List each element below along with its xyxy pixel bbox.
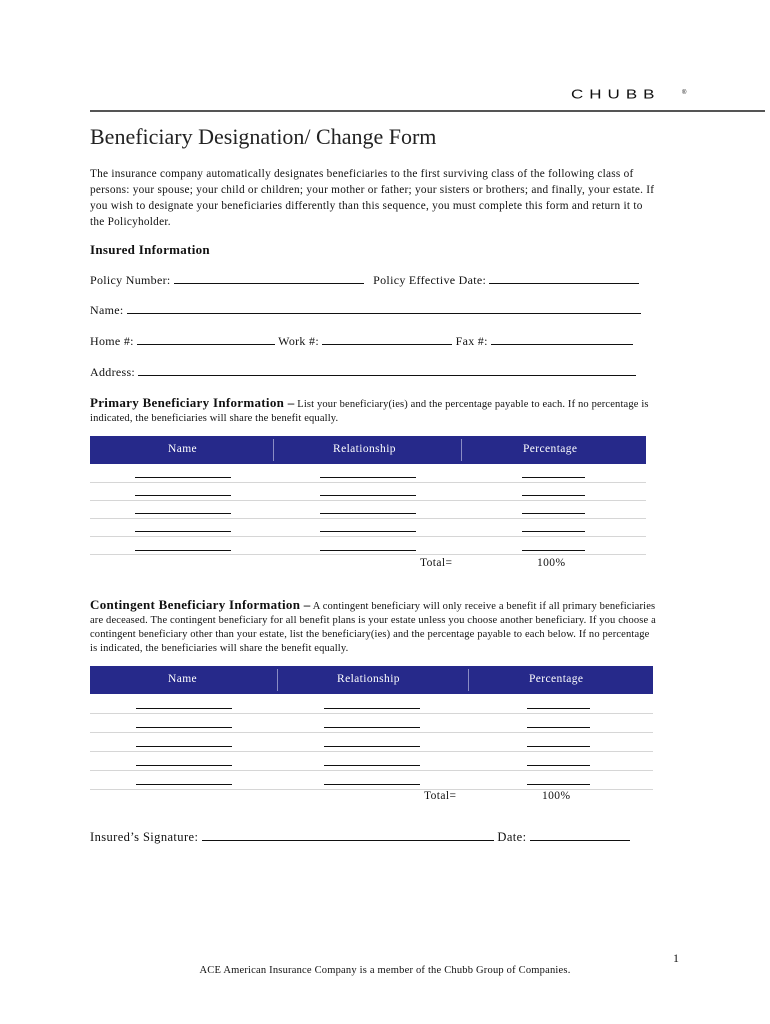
signature-field[interactable] [202,830,494,841]
contingent-name-field-1[interactable] [136,708,232,709]
header-rule [90,110,765,112]
page-number: 1 [673,951,679,965]
primary-relationship-field-2[interactable] [320,495,416,496]
primary-beneficiary-text: List your beneficiary(ies) and the percentage payable to each. If no percentage is indicated, the beneficiaries will share the benefit equally. [90,399,649,424]
contingent-name-field-5[interactable] [136,784,232,785]
contingent-percentage-field-5[interactable] [527,784,590,785]
primary-beneficiary-paragraph [90,396,650,426]
contingent-col-name: Name [168,673,198,685]
fax-label: Fax #: [455,334,488,348]
chubb-logo: CHUBB [571,87,661,102]
primary-name-field-4[interactable] [135,531,231,532]
contingent-name-field-2[interactable] [136,727,232,728]
contingent-col-relationship: Relationship [337,673,400,685]
primary-name-field-5[interactable] [135,550,231,551]
primary-relationship-field-3[interactable] [320,513,416,514]
address-row [90,365,636,380]
address-field[interactable] [138,365,636,376]
contingent-beneficiary-paragraph [90,598,658,656]
primary-col-name: Name [168,443,198,455]
primary-table-header [90,436,646,464]
phone-row [90,334,633,349]
primary-relationship-field-4[interactable] [320,531,416,532]
contingent-total-label: Total= [424,790,457,802]
policy-row [90,273,639,288]
contingent-percentage-field-4[interactable] [527,765,590,766]
name-field[interactable] [127,303,641,314]
name-label: Name: [90,303,124,317]
primary-name-field-1[interactable] [135,477,231,478]
contingent-percentage-field-2[interactable] [527,727,590,728]
home-label: Home #: [90,334,134,348]
contingent-beneficiary-text: A contingent beneficiary will only receive a benefit if all primary beneficiaries are deceased. The contingent beneficiary for all benefit plans is your estate unless you choose another beneficiary. If you choose a contingent beneficiary other than your estate, list the beneficiary(ies) and the percentage payable to each below. If no percentage is indicated, the beneficiaries will share the benefit equally. [90,601,656,654]
contingent-table-header [90,666,653,694]
primary-beneficiary-heading: Primary Beneficiary Information – [90,395,295,410]
work-label: Work #: [278,334,319,348]
contingent-name-field-3[interactable] [136,746,232,747]
primary-name-field-2[interactable] [135,495,231,496]
fax-field[interactable] [491,334,633,345]
primary-total-label: Total= [420,557,453,569]
contingent-relationship-field-4[interactable] [324,765,420,766]
contingent-total-value: 100% [542,790,571,802]
address-label: Address: [90,365,136,379]
primary-name-field-3[interactable] [135,513,231,514]
primary-percentage-field-1[interactable] [522,477,585,478]
signature-row [90,830,630,845]
contingent-relationship-field-3[interactable] [324,746,420,747]
footer-text: ACE American Insurance Company is a member of the Chubb Group of Companies. [199,965,571,976]
policy-effective-date-label: Policy Effective Date: [373,273,487,287]
contingent-percentage-field-1[interactable] [527,708,590,709]
policy-number-field[interactable] [174,273,364,284]
contingent-percentage-field-3[interactable] [527,746,590,747]
primary-total-value: 100% [537,557,566,569]
page-title: Beneficiary Designation/ Change Form [90,124,437,149]
contingent-name-field-4[interactable] [136,765,232,766]
signature-label: Insured’s Signature: [90,830,199,844]
registered-mark: ® [682,90,687,96]
contingent-relationship-field-1[interactable] [324,708,420,709]
intro-paragraph: The insurance company automatically designates beneficiaries to the first surviving class of the following class of persons: your spouse; your child or children; your mother or father; your sisters or brothers; and finally, your estate. If you wish to designate your beneficiaries differently than this sequence, you must complete this form and return it to the Policyholder. [90,168,655,228]
primary-percentage-field-3[interactable] [522,513,585,514]
contingent-relationship-field-2[interactable] [324,727,420,728]
contingent-beneficiary-heading: Contingent Beneficiary Information – [90,597,311,612]
work-phone-field[interactable] [322,334,452,345]
name-row [90,303,641,318]
contingent-col-percentage: Percentage [529,673,584,685]
primary-relationship-field-5[interactable] [320,550,416,551]
primary-percentage-field-5[interactable] [522,550,585,551]
primary-col-percentage: Percentage [523,443,578,455]
policy-effective-date-field[interactable] [489,273,639,284]
primary-percentage-field-2[interactable] [522,495,585,496]
contingent-relationship-field-5[interactable] [324,784,420,785]
date-field[interactable] [530,830,630,841]
primary-col-relationship: Relationship [333,443,396,455]
insured-info-heading: Insured Information [90,242,210,257]
policy-number-label: Policy Number: [90,273,171,287]
date-label: Date: [497,830,527,844]
primary-relationship-field-1[interactable] [320,477,416,478]
home-phone-field[interactable] [137,334,275,345]
primary-percentage-field-4[interactable] [522,531,585,532]
